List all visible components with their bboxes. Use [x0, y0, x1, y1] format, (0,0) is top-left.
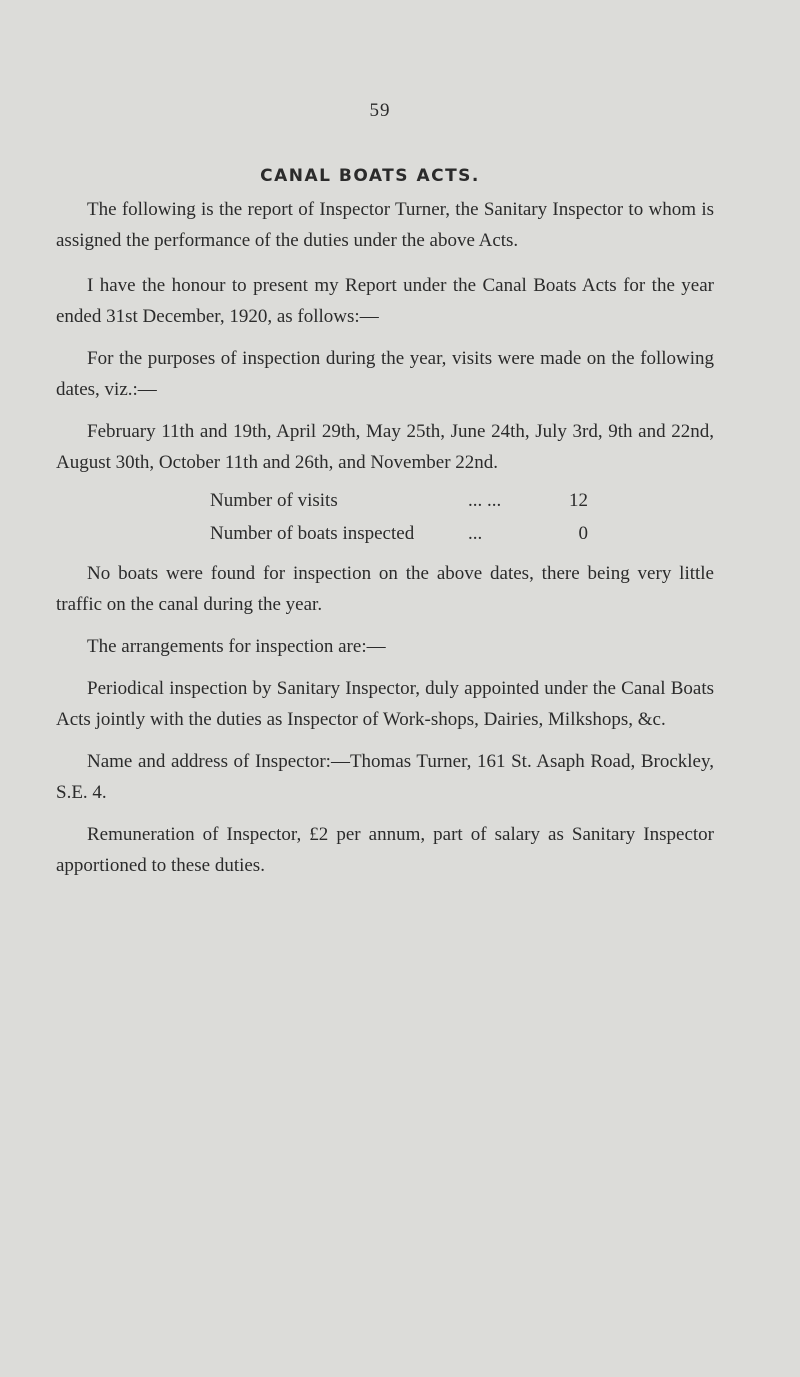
paragraph-dates: February 11th and 19th, April 29th, May 25th, June 24th, July 3rd, 9th and 22nd, August 30th, October 11th and 26th, and November 22nd.	[56, 421, 714, 473]
paragraph-remuneration: Remuneration of Inspector, £2 per annum, part of salary as Sanitary Inspector apportioned to these duties.	[56, 824, 714, 876]
paragraph-arrangements: The arrangements for inspection are:—	[87, 636, 386, 657]
stat-label: Number of boats inspected	[210, 523, 415, 544]
page-number: 59	[369, 100, 391, 121]
report-body	[56, 194, 714, 881]
stat-value: 12	[569, 490, 588, 511]
stat-value: 0	[578, 523, 588, 544]
paragraph-honour: I have the honour to present my Report under the Canal Boats Acts for the year ended 31st December, 1920, as follows:—	[56, 275, 714, 327]
inspection-stats	[56, 484, 714, 550]
stat-label: Number of visits	[210, 490, 338, 511]
paragraph-no-boats: No boats were found for inspection on the above dates, there being very little traffic on the canal during the year.	[56, 563, 714, 615]
stat-leader-dots: ...	[468, 523, 483, 544]
paragraph-periodical: Periodical inspection by Sanitary Inspector, duly appointed under the Canal Boats Acts jointly with the duties as Inspector of Work-shops, Dairies, Milkshops, &c.	[56, 678, 714, 730]
paragraph-name-address: Name and address of Inspector:—Thomas Turner, 161 St. Asaph Road, Brockley, S.E. 4.	[56, 751, 714, 803]
stat-row-visits	[210, 484, 714, 517]
stat-leader-dots: ... ...	[468, 490, 502, 511]
stat-row-boats-inspected	[210, 517, 714, 550]
paragraph-purposes: For the purposes of inspection during the year, visits were made on the following dates, viz.:—	[56, 348, 714, 400]
paragraph-intro: The following is the report of Inspector Turner, the Sanitary Inspector to whom is assigned the performance of the duties under the above Acts.	[56, 199, 714, 251]
section-heading: CANAL BOATS ACTS.	[260, 166, 480, 186]
